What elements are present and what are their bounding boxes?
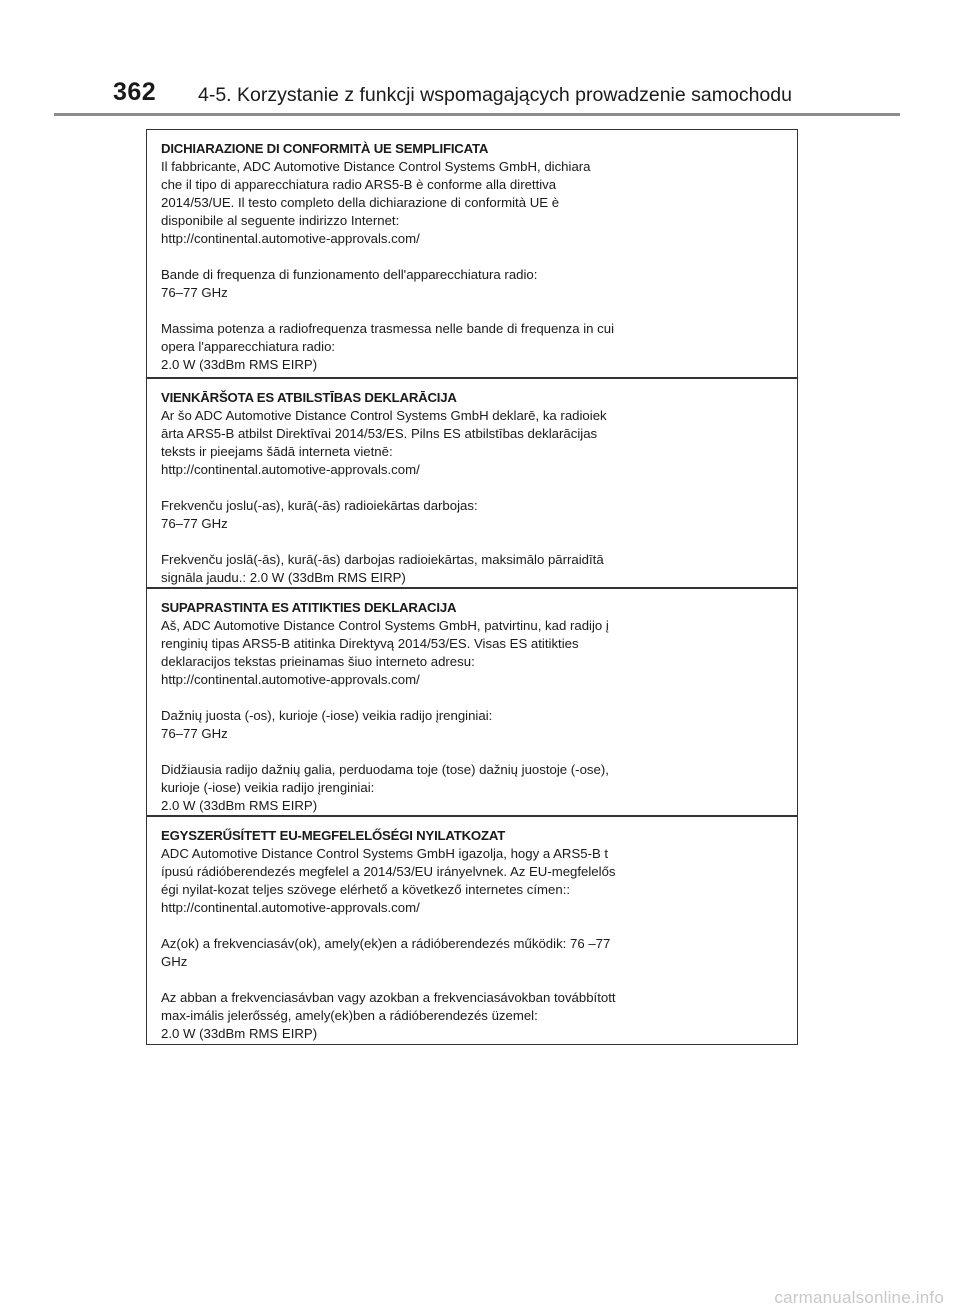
declaration-body [161, 845, 789, 1043]
declaration-paragraph: Ar šo ADC Automotive Distance Control Systems GmbH deklarē, ka radioiek ārta ARS5-B atbilst Direktīvai 2014/53/ES. Pilns ES atbilstības deklarācijas teksts ir pieejams šādā interneta vietnē: http://continental.automotive-approvals.com/ [161, 408, 607, 477]
declaration-body [161, 407, 789, 587]
header-rule [54, 113, 900, 116]
declaration-latvian [147, 379, 797, 589]
declaration-italian [147, 130, 797, 379]
declaration-paragraph: Frekvenču joslā(-ās), kurā(-ās) darbojas radioiekārtas, maksimālo pārraidītā signāla jaudu.: 2.0 W (33dBm RMS EIRP) [161, 552, 604, 585]
declaration-body [161, 158, 789, 374]
declaration-lithuanian [147, 589, 797, 817]
declarations-box [146, 129, 798, 1045]
declaration-hungarian [147, 817, 797, 1044]
declaration-paragraph: Dažnių juosta (-os), kurioje (-iose) veikia radijo įrenginiai: 76–77 GHz [161, 708, 493, 741]
declaration-paragraph: Frekvenču joslu(-as), kurā(-ās) radioiekārtas darbojas: 76–77 GHz [161, 498, 478, 531]
declaration-paragraph: Il fabbricante, ADC Automotive Distance Control Systems GmbH, dichiara che il tipo di apparecchiatura radio ARS5-B è conforme alla direttiva 2014/53/UE. Il testo completo della dichiarazione di conformità UE è disponibile al seguente indirizzo Internet: http://continental.automotive-approvals.com/ [161, 159, 591, 246]
declaration-paragraph: ADC Automotive Distance Control Systems GmbH igazolja, hogy a ARS5-B t ípusú rádióberendezés megfelel a 2014/53/EU irányelvnek. Az EU-megfelelős égi nyilat-kozat teljes szövege elérhető a következő internetes címen:: http://continental.automotive-approvals.com/ [161, 846, 616, 915]
chapter-title: 4-5. Korzystanie z funkcji wspomagających prowadzenie samochodu [198, 84, 792, 106]
page-number: 362 [113, 78, 157, 106]
declaration-paragraph: Az abban a frekvenciasávban vagy azokban a frekvenciasávokban továbbított max-imális jelerősség, amely(ek)ben a rádióberendezés üzemel: 2.0 W (33dBm RMS EIRP) [161, 990, 616, 1041]
footer-watermark: carmanualsonline.info [774, 1288, 944, 1307]
declaration-title: SUPAPRASTINTA ES ATITIKTIES DEKLARACIJA [161, 600, 457, 615]
declaration-title: EGYSZERŰSÍTETT EU-MEGFELELŐSÉGI NYILATKOZAT [161, 828, 506, 843]
declaration-title: DICHIARAZIONE DI CONFORMITÀ UE SEMPLIFICATA [161, 141, 489, 156]
declaration-paragraph: Aš, ADC Automotive Distance Control Systems GmbH, patvirtinu, kad radijo į renginių tipas ARS5-B atitinka Direktyvą 2014/53/ES. Visas ES atitikties deklaracijos tekstas prieinamas šiuo interneto adresu: http://continental.automotive-approvals.com/ [161, 618, 609, 687]
declaration-paragraph: Massima potenza a radiofrequenza trasmessa nelle bande di frequenza in cui opera l'apparecchiatura radio: 2.0 W (33dBm RMS EIRP) [161, 321, 615, 372]
declaration-body [161, 617, 789, 815]
declaration-paragraph: Didžiausia radijo dažnių galia, perduodama toje (tose) dažnių juostoje (-ose), kurioje (-iose) veikia radijo įrenginiai: 2.0 W (33dBm RMS EIRP) [161, 762, 609, 813]
declaration-paragraph: Az(ok) a frekvenciasáv(ok), amely(ek)en a rádióberendezés működik: 76 –77 GHz [161, 936, 611, 969]
declaration-paragraph: Bande di frequenza di funzionamento dell'apparecchiatura radio: 76–77 GHz [161, 267, 538, 300]
declaration-title: VIENKĀRŠOTA ES ATBILSTĪBAS DEKLARĀCIJA [161, 390, 457, 405]
page-header [0, 78, 960, 114]
